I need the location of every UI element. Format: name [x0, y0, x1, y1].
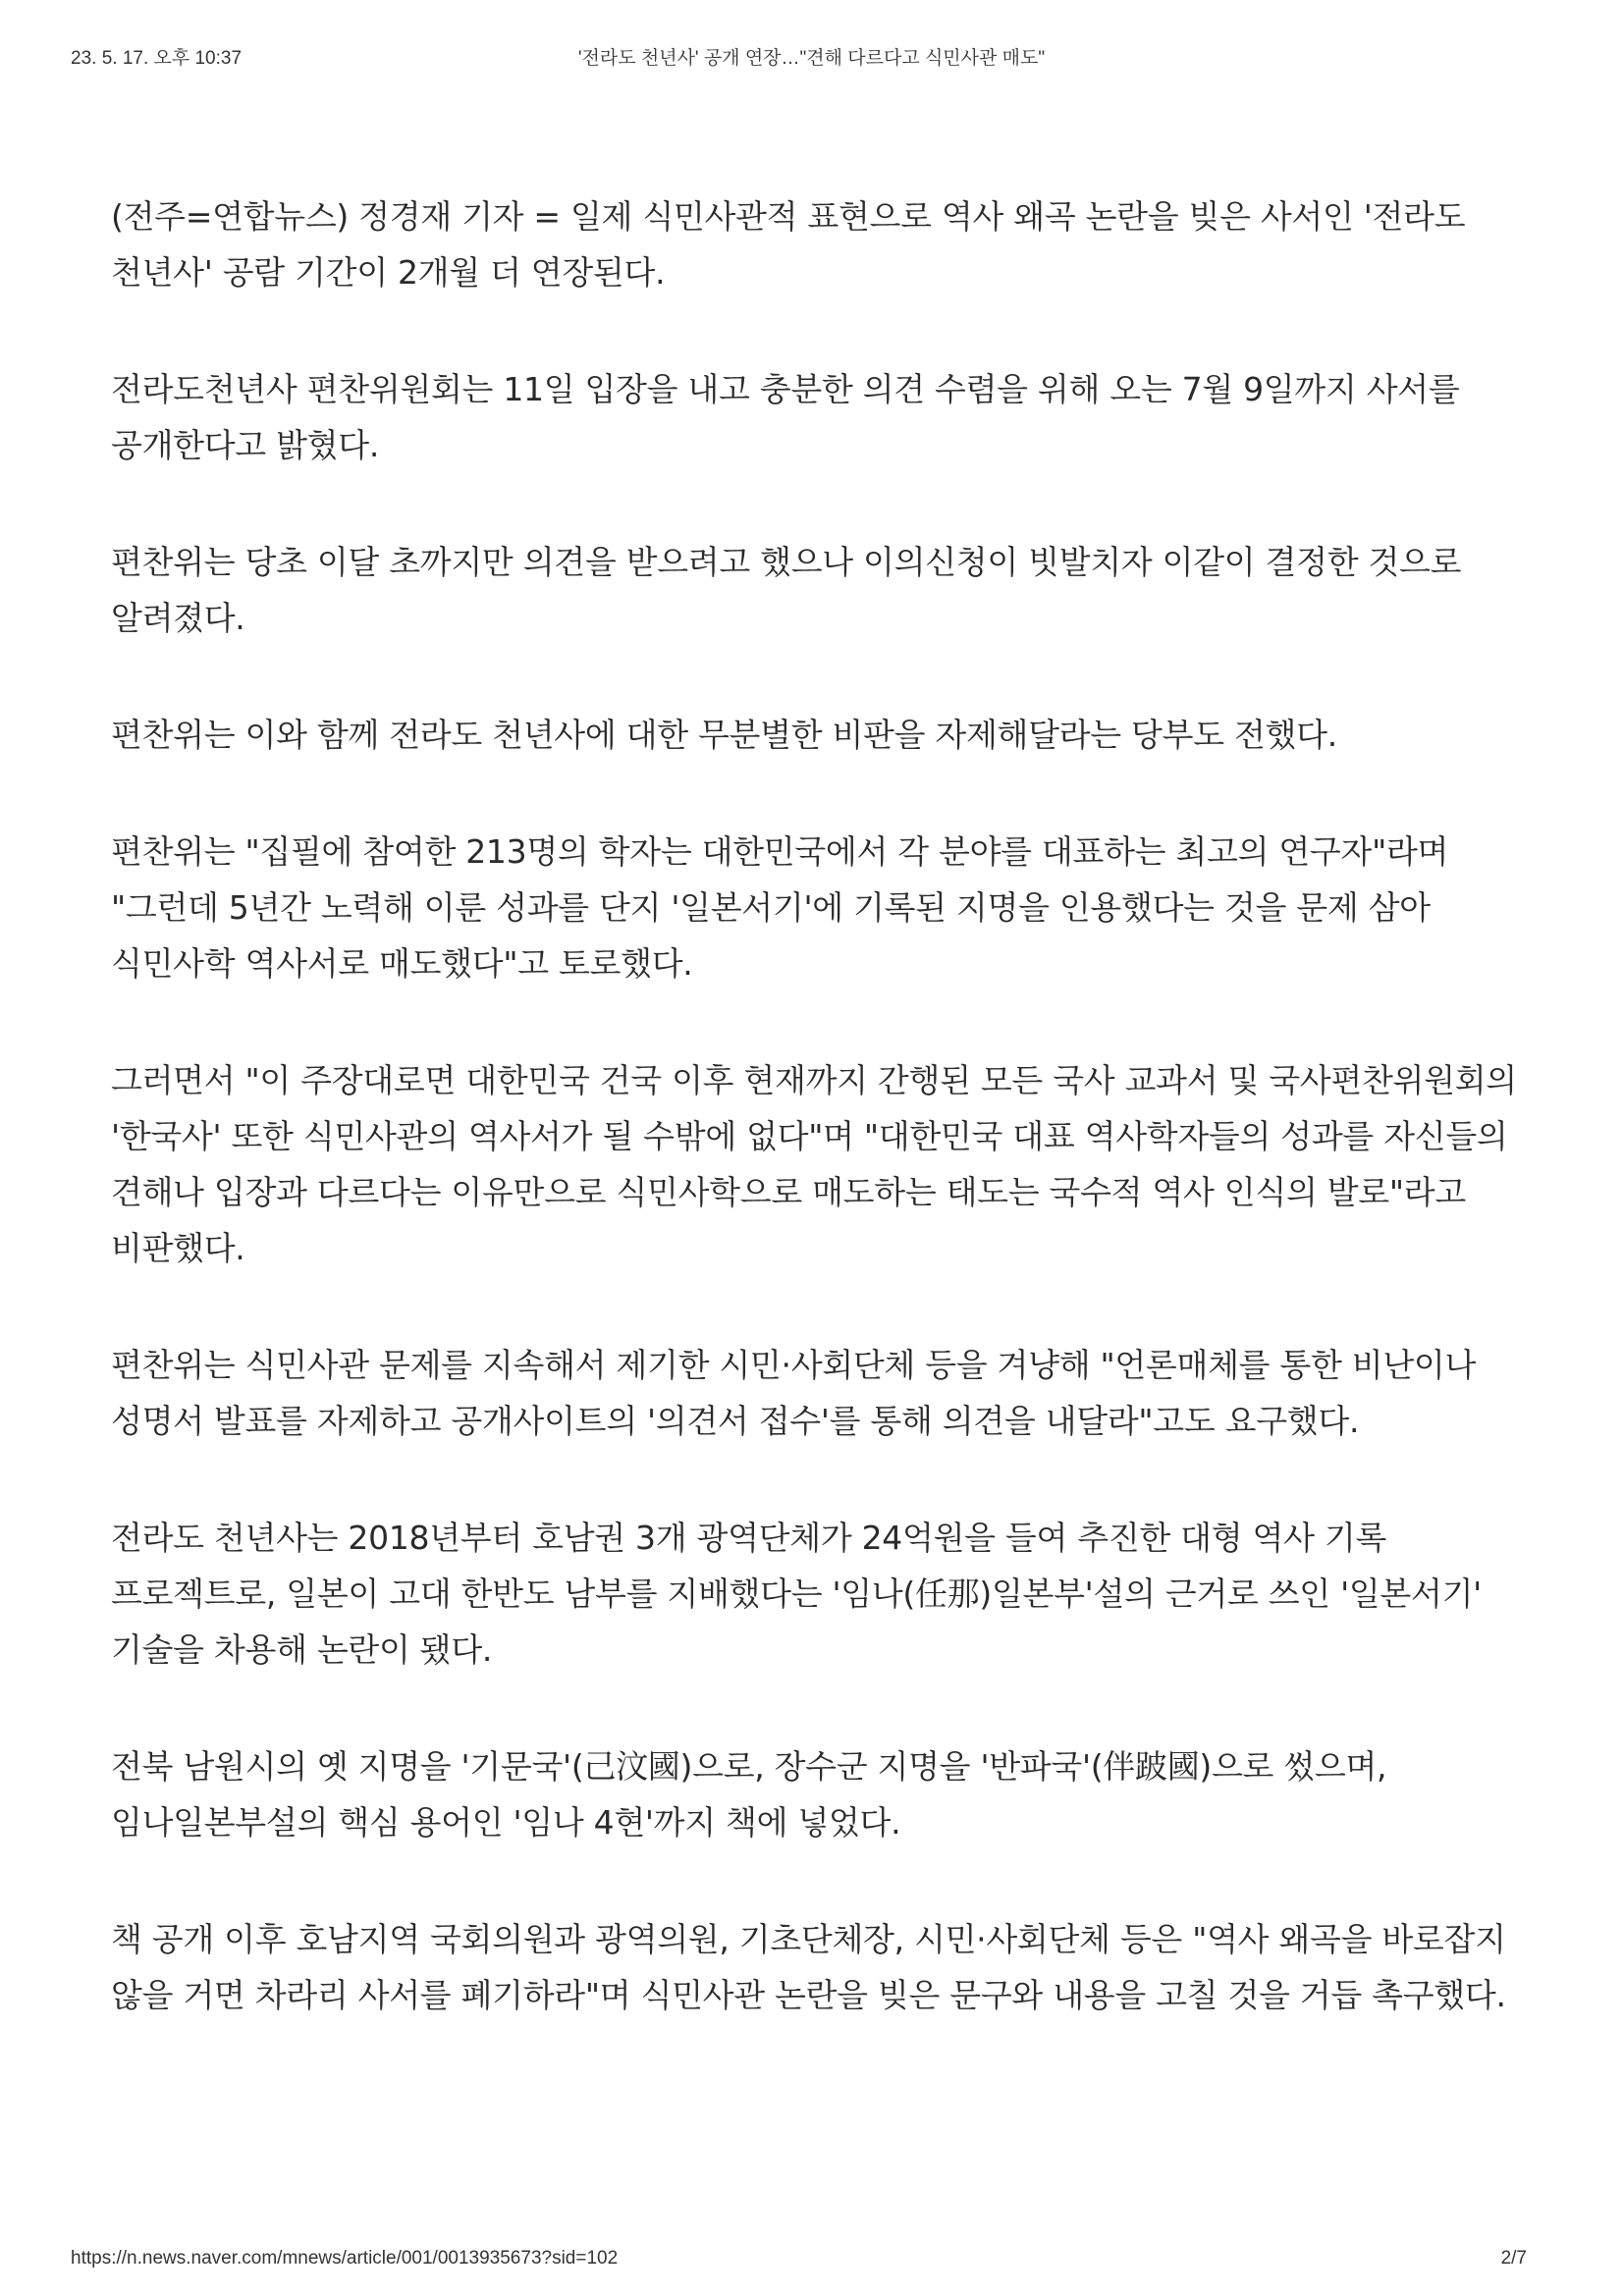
article-paragraph: 편찬위는 "집필에 참여한 213명의 학자는 대한민국에서 각 분야를 대표하는 최고의 연구자"라며 "그런데 5년간 노력해 이룬 성과를 단지 '일본서기'에 기록된 지명을 인용했다는 것을 문제 삼아 식민사학 역사서로 매도했다"고 토로했다.	[111, 832, 1449, 983]
article-paragraph: 전라도 천년사는 2018년부터 호남권 3개 광역단체가 24억원을 들여 추진한 대형 역사 기록 프로젝트로, 일본이 고대 한반도 남부를 지배했다는 '임나(任那)일본부'설의 근거로 쓰인 '일본서기' 기술을 차용해 논란이 됐다.	[111, 1519, 1482, 1669]
print-header	[0, 43, 1623, 73]
article-paragraph: 전라도천년사 편찬위원회는 11일 입장을 내고 충분한 의견 수렴을 위해 오는 7월 9일까지 사서를 공개한다고 밝혔다.	[111, 370, 1460, 464]
print-url: https://n.news.naver.com/mnews/article/001/0013935673?sid=102	[71, 2248, 619, 2269]
article-body	[111, 188, 1530, 2084]
article-paragraph: (전주=연합뉴스) 정경재 기자 = 일제 식민사관적 표현으로 역사 왜곡 논란을 빚은 사서인 '전라도 천년사' 공람 기간이 2개월 더 연장된다.	[111, 197, 1466, 292]
article-paragraph: 편찬위는 식민사관 문제를 지속해서 제기한 시민·사회단체 등을 겨냥해 "언론매체를 통한 비난이나 성명서 발표를 자제하고 공개사이트의 '의견서 접수'를 통해 의견을 내달라"고도 요구했다.	[111, 1346, 1477, 1440]
article-paragraph: 편찬위는 이와 함께 전라도 천년사에 대한 무분별한 비판을 자제해달라는 당부도 전했다.	[111, 716, 1337, 754]
article-paragraph: 책 공개 이후 호남지역 국회의원과 광역의원, 기초단체장, 시민·사회단체 등은 "역사 왜곡을 바로잡지 않을 거면 차라리 사서를 폐기하라"며 식민사관 논란을 빚은 문구와 내용을 고칠 것을 거듭 촉구했다.	[111, 1920, 1506, 2014]
print-page-number: 2/7	[1500, 2248, 1527, 2269]
article-paragraph: 편찬위는 당초 이달 초까지만 의견을 받으려고 했으나 이의신청이 빗발치자 이같이 결정한 것으로 알려졌다.	[111, 543, 1462, 637]
article-paragraph: 그러면서 "이 주장대로면 대한민국 건국 이후 현재까지 간행된 모든 국사 교과서 및 국사편찬위원회의 '한국사' 또한 식민사관의 역사서가 될 수밖에 없다"며 "대한민국 대표 역사학자들의 성과를 자신들의 견해나 입장과 다르다는 이유만으로 식민사학으로 매도하는 태도는 국수적 역사 인식의 발로"라고 비판했다.	[111, 1061, 1517, 1267]
article-paragraph: 전북 남원시의 옛 지명을 '기문국'(己汶國)으로, 장수군 지명을 '반파국'(伴跛國)으로 썼으며, 임나일본부설의 핵심 용어인 '임나 4현'까지 책에 넣었다.	[111, 1747, 1387, 1842]
print-footer	[0, 2248, 1623, 2277]
print-datetime: 23. 5. 17. 오후 10:37	[71, 48, 243, 69]
print-page-title: '전라도 천년사' 공개 연장…"견해 다르다고 식민사관 매도"	[577, 48, 1046, 69]
